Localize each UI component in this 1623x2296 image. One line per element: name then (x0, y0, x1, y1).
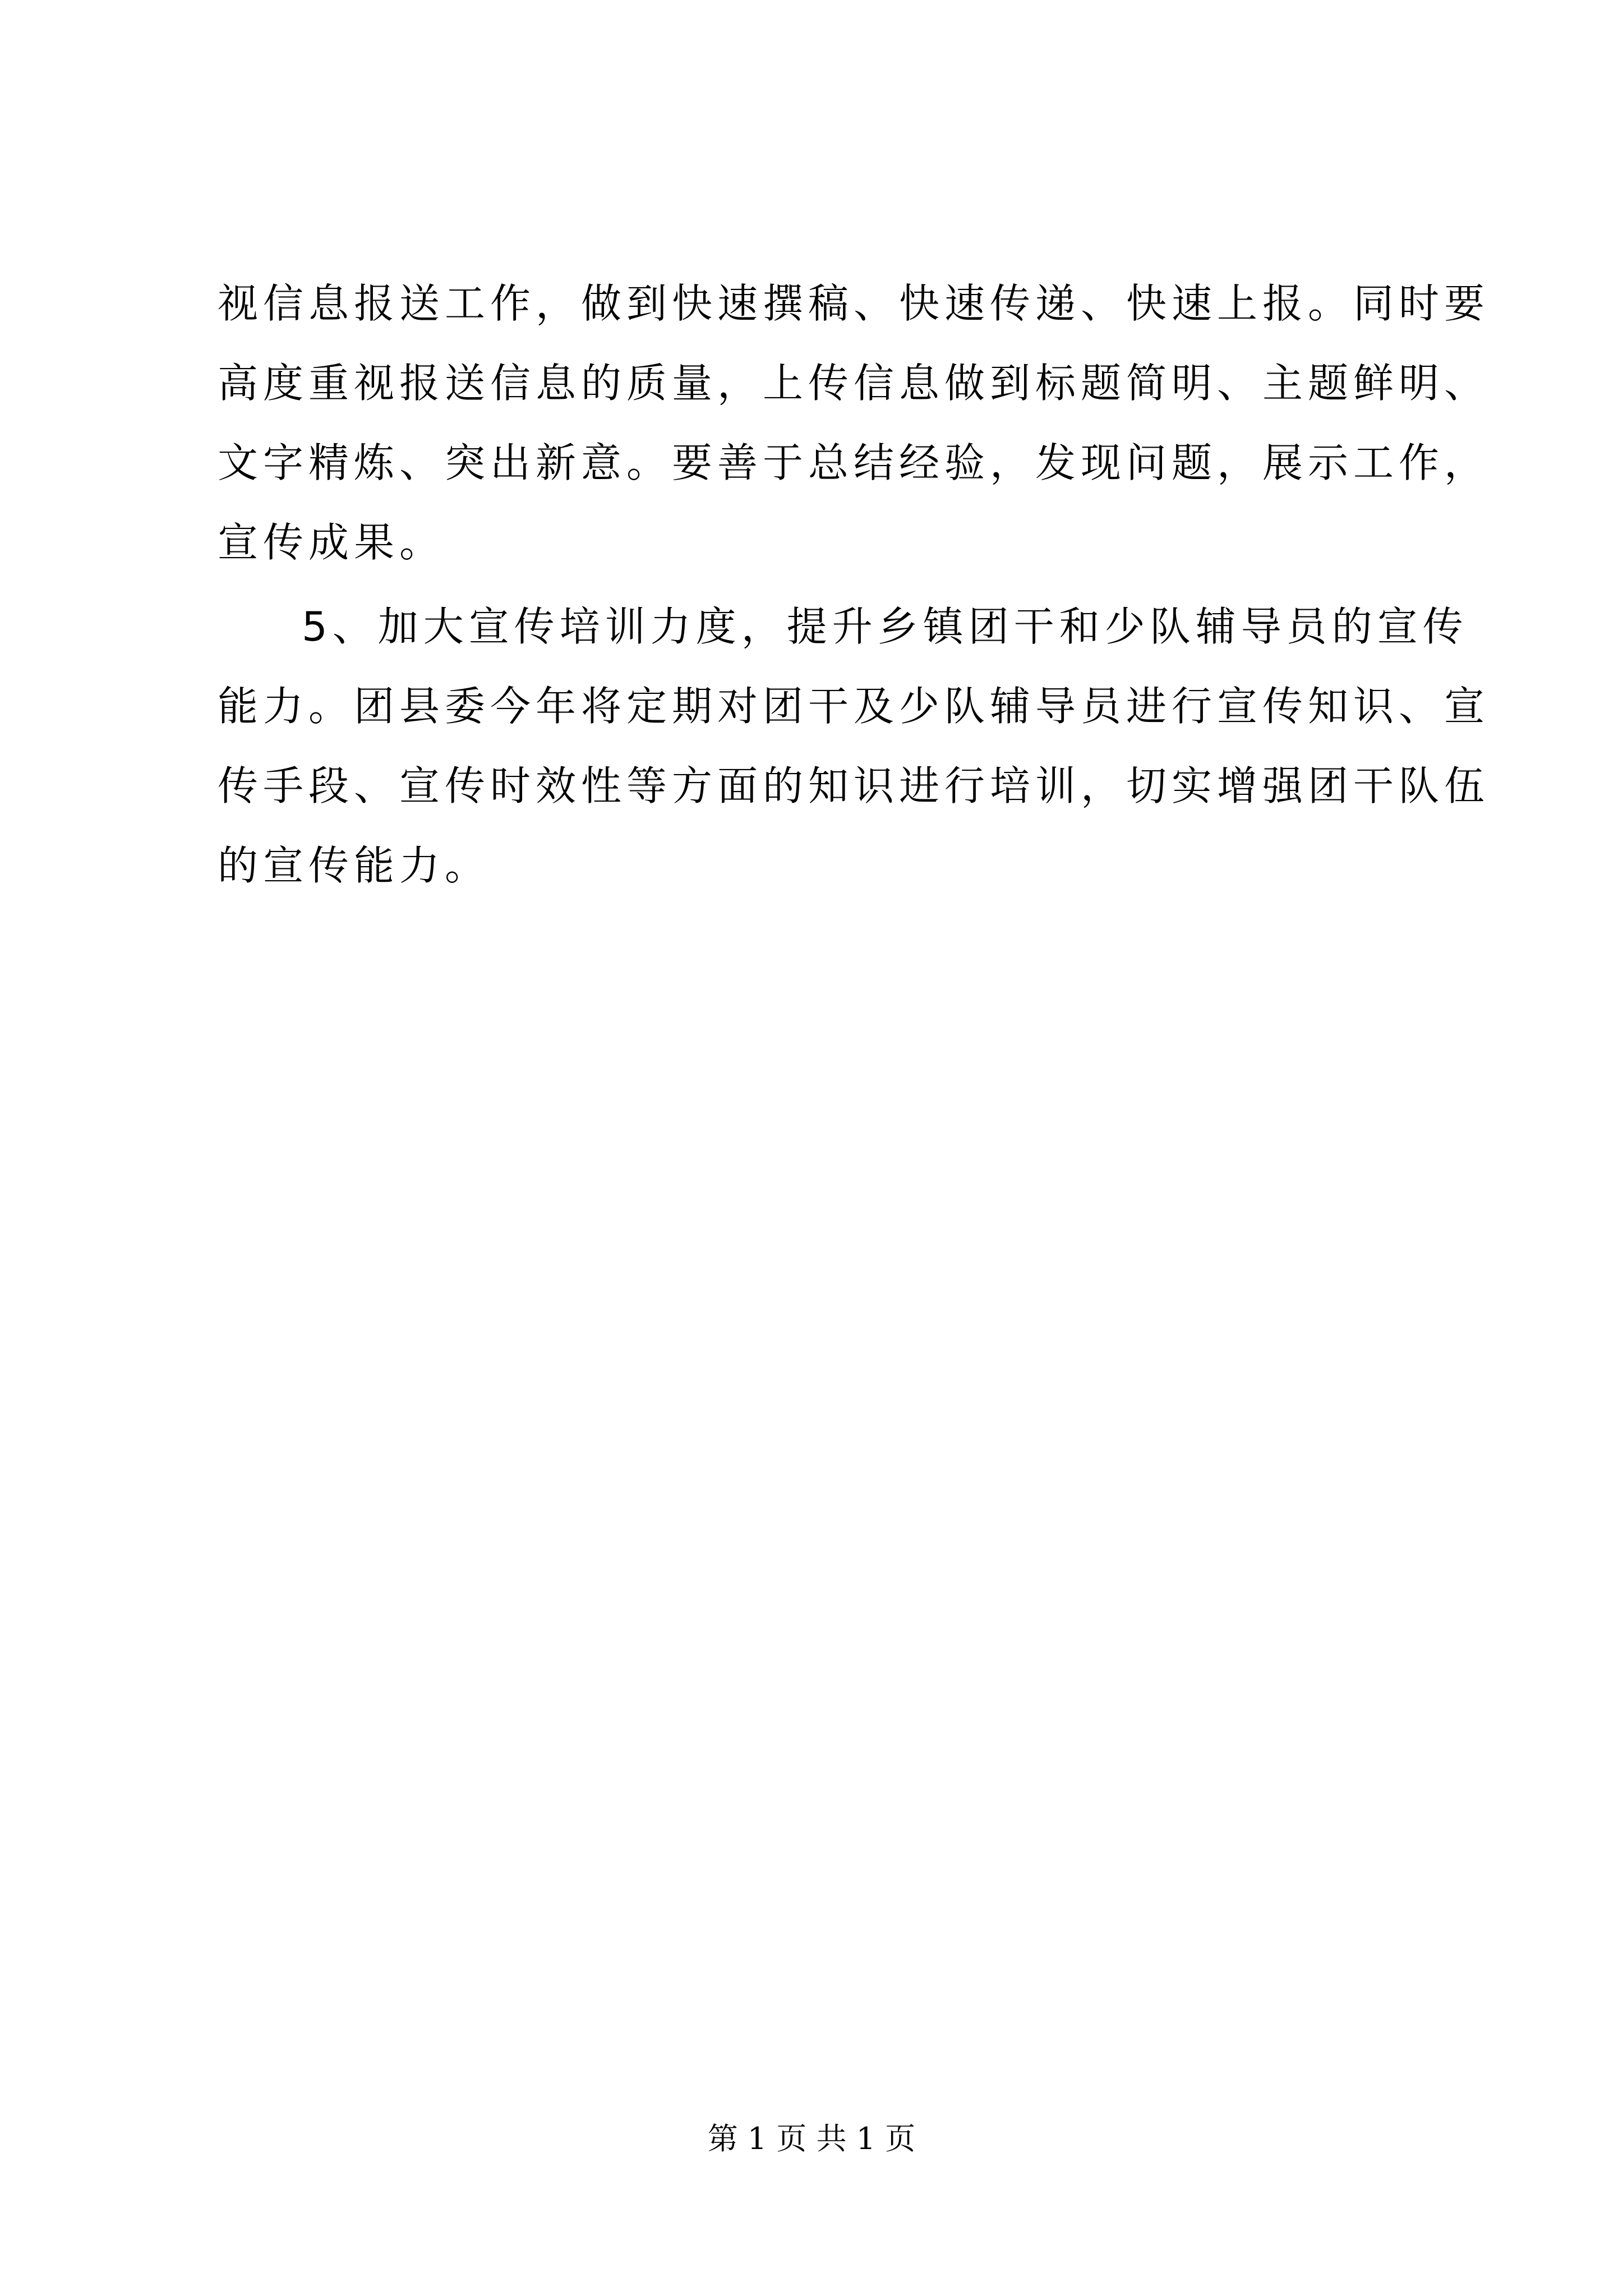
text-line: 的宣传能力。 (218, 842, 491, 889)
document-body (218, 264, 1490, 905)
text-line: 高度重视报送信息的质量，上传信息做到标题简明、主题鲜明、 (218, 360, 1490, 407)
text-line: 5、加大宣传培训力度，提升乡镇团干和少队辅导员的宣传 (302, 603, 1468, 650)
text-line: 传手段、宣传时效性等方面的知识进行培训，切实增强团干队伍 (218, 762, 1490, 809)
text-line: 宣传成果。 (218, 519, 445, 566)
text-line: 能力。团县委今年将定期对团干及少队辅导员进行宣传知识、宣 (218, 683, 1490, 730)
paragraph-1 (218, 264, 1490, 582)
text-line: 文字精炼、突出新意。要善于总结经验，发现问题，展示工作， (218, 439, 1490, 486)
paragraph-spacing (218, 582, 1429, 587)
page-number-footer: 第 1 页 共 1 页 (707, 2121, 916, 2156)
text-line: 视信息报送工作，做到快速撰稿、快速传递、快速上报。同时要 (218, 280, 1490, 327)
paragraph-2 (218, 587, 1490, 905)
